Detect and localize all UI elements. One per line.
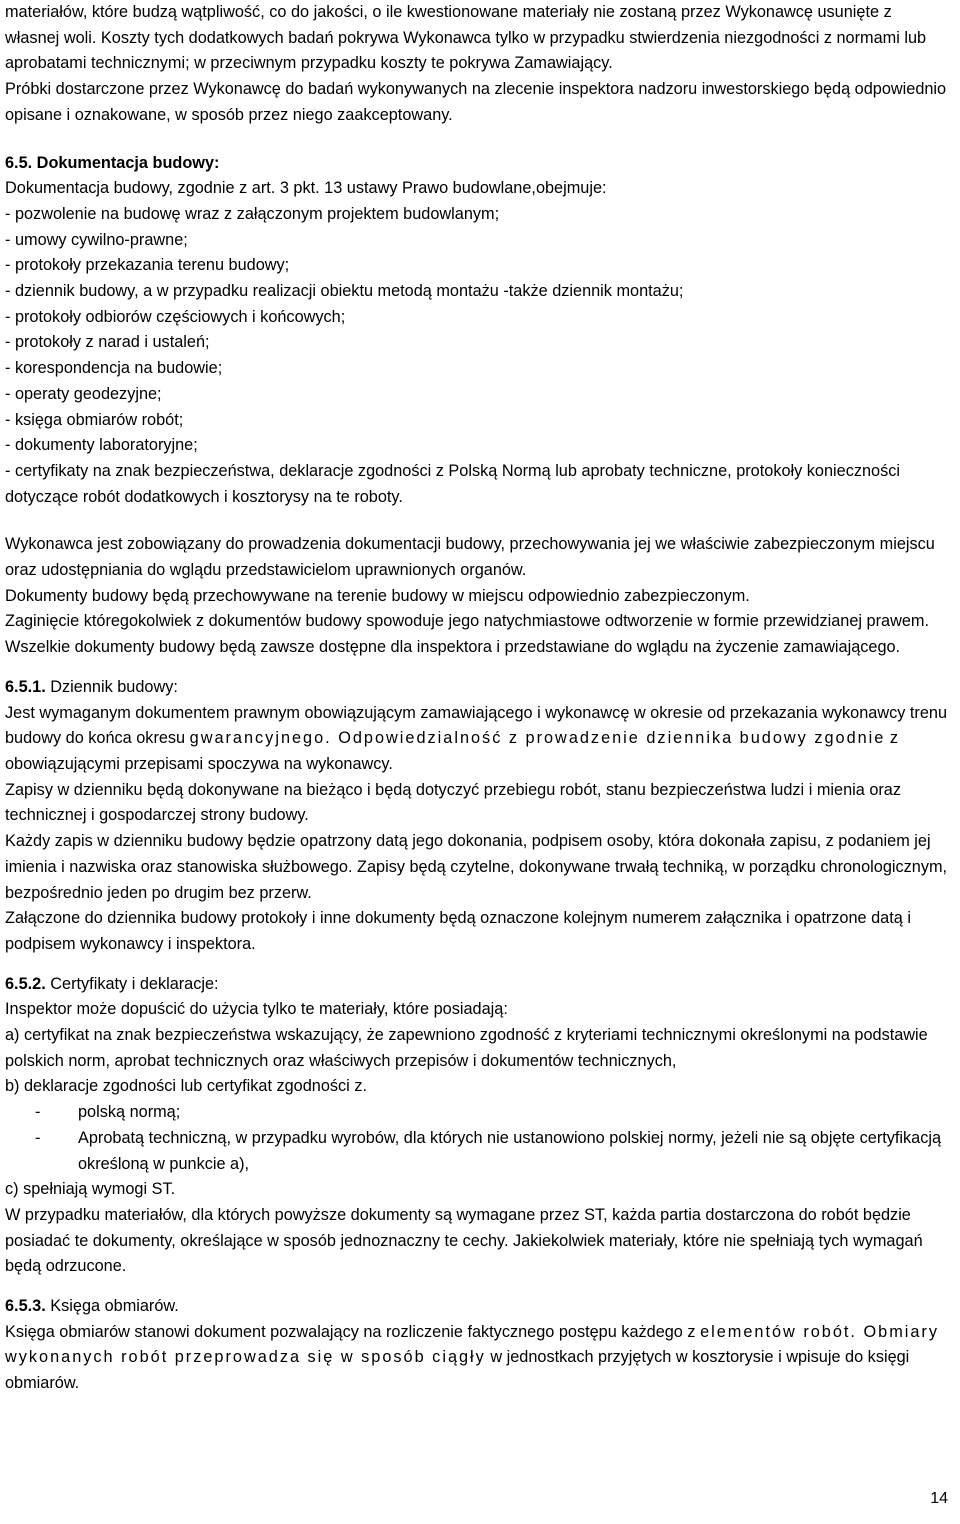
text-run: Jest wymaganym dokumentem prawnym obowiązującym zamawiającego i wykonawcę w okresie od przekazania wykonawcy trenu budowy do końca okresu bbox=[5, 703, 948, 748]
paragraph-materials-tests: materiałów, które budzą wątpliwość, co do jakości, o ile kwestionowane materiały nie zostaną przez Wykonawcę usunięte z własnej woli. Koszty tych dodatkowych badań pokrywa Wykonawca tylko w przypadku stwierdzenia niezgodności z normami lub aprobatami technicznymi; w przeciwnym przypadku koszty te pokrywa Zamawiający. bbox=[5, 3, 927, 73]
list-item: - operaty geodezyjne; bbox=[5, 384, 162, 403]
section-heading-6-5-2 bbox=[5, 972, 950, 998]
document-page bbox=[5, 0, 950, 1397]
text-run: Księga obmiarów stanowi dokument pozwalający na rozliczenie faktycznego postępu każdego z bbox=[5, 1322, 701, 1341]
section-title: Certyfikaty i deklaracje: bbox=[45, 974, 219, 993]
paragraph-samples: Próbki dostarczone przez Wykonawcę do badań wykonywanych na zlecenie inspektora nadzoru inwestorskiego będą odpowiednio opisane i oznakowane, w sposób przez niego zaakceptowany. bbox=[5, 80, 947, 124]
section-title: Księga obmiarów. bbox=[45, 1297, 179, 1316]
list-dash: - bbox=[35, 1103, 41, 1122]
section-heading-6-5-1 bbox=[5, 675, 950, 701]
list-item: - pozwolenie na budowę wraz z załączonym projektem budowlanym; bbox=[5, 204, 500, 223]
paragraph-diary-entries: Zapisy w dzienniku będą dokonywane na bieżąco i będą dotyczyć przebiegu robót, stanu bezpieczeństwa ludzi i mienia oraz technicznej i gospodarczej strony budowy. bbox=[5, 780, 901, 825]
list-item-a: a) certyfikat na znak bezpieczeństwa wskazujący, że zapewniono zgodność z kryteriami technicznymi określonymi na podstawie polskich norm, aprobat technicznych oraz właściwych przepisów i dokumentów technicznych, bbox=[5, 1026, 928, 1070]
list-item-c: c) spełniają wymogi ST. bbox=[5, 1180, 176, 1199]
list-item: - dziennik budowy, a w przypadku realizacji obiektu metodą montażu -także dziennik montażu; bbox=[5, 282, 684, 301]
section-number: 6.5.3. bbox=[5, 1297, 46, 1316]
paragraph-inspector: Inspektor może dopuścić do użycia tylko te materiały, które posiadają: bbox=[5, 1000, 508, 1019]
paragraph-diary-definition bbox=[5, 701, 950, 778]
list-text: Aprobatą techniczną, w przypadku wyrobów, dla których nie ustanowiono polskiej normy, jeżeli nie są objęte certyfikacją określoną w punkcie a), bbox=[78, 1128, 942, 1173]
paragraph-materials-st: W przypadku materiałów, dla których powyższe dokumenty są wymagane przez ST, każda partia dostarczona do robót będzie posiadać te dokumenty, określające w sposób jednoznaczny te cechy. Jakiekolwiek materiały, które nie spełniają tych wymagań będą odrzucone. bbox=[5, 1205, 923, 1276]
list-item: - protokoły przekazania terenu budowy; bbox=[5, 256, 290, 275]
list-item: - księga obmiarów robót; bbox=[5, 410, 184, 429]
paragraph-diary-attachments: Załączone do dziennika budowy protokoły i inne dokumenty będą oznaczone kolejnym numerem załącznika i opatrzone datą i podpisem wykonawcy i inspektora. bbox=[5, 909, 911, 953]
list-item: - protokoły odbiorów częściowych i końcowych; bbox=[5, 307, 346, 326]
paragraph-storage: Dokumenty budowy będą przechowywane na terenie budowy w miejscu odpowiednio zabezpieczonym. bbox=[5, 586, 750, 605]
section-number: 6.5.1. bbox=[5, 677, 46, 696]
section-heading-6-5: 6.5. Dokumentacja budowy: bbox=[5, 153, 220, 172]
list-item: - umowy cywilno-prawne; bbox=[5, 230, 188, 249]
list-item-b: b) deklaracje zgodności lub certyfikat zgodności z. bbox=[5, 1077, 367, 1096]
documentation-list bbox=[5, 202, 950, 510]
spaced-text-run: elementów robót. Obmiary wykonanych robót przeprowadza się w sposób ciągły bbox=[5, 1322, 939, 1367]
section-number: 6.5.2. bbox=[5, 974, 46, 993]
paragraph-loss: Zaginięcie któregokolwiek z dokumentów budowy spowoduje jego natychmiastowe odtworzenie w formie przewidzianej prawem. bbox=[5, 612, 929, 631]
paragraph-availability: Wszelkie dokumenty budowy będą zawsze dostępne dla inspektora i przedstawiane do wglądu na życzenie zamawiającego. bbox=[5, 638, 901, 657]
sub-list-item bbox=[5, 1100, 950, 1126]
text-run: z obowiązującymi przepisami spoczywa na wykonawcy. bbox=[5, 729, 899, 773]
list-item: - certyfikaty na znak bezpieczeństwa, deklaracje zgodności z Polską Normą lub aprobaty techniczne, protokoły konieczności dotyczące robót dodatkowych i kosztorysy na te roboty. bbox=[5, 461, 901, 506]
paragraph-contractor-duty: Wykonawca jest zobowiązany do prowadzenia dokumentacji budowy, przechowywania jej we właściwie zabezpieczonym miejscu oraz udostępniania do wglądu przedstawicielom uprawnionych organów. bbox=[5, 535, 935, 580]
list-text: polską normą; bbox=[78, 1103, 181, 1122]
list-dash: - bbox=[35, 1128, 41, 1147]
section-intro-6-5: Dokumentacja budowy, zgodnie z art. 3 pkt. 13 ustawy Prawo budowlane,obejmuje: bbox=[5, 179, 607, 198]
section-title: Dziennik budowy: bbox=[45, 677, 178, 696]
list-item: - protokoły z narad i ustaleń; bbox=[5, 333, 210, 352]
list-item: - korespondencja na budowie; bbox=[5, 359, 223, 378]
sub-list-item bbox=[5, 1126, 950, 1177]
section-heading-6-5-3 bbox=[5, 1294, 950, 1320]
list-item: - dokumenty laboratoryjne; bbox=[5, 436, 198, 455]
text-run: w jednostkach przyjętych w kosztorysie i wpisuje do księgi obmiarów. bbox=[5, 1348, 910, 1393]
spaced-text-run: gwarancyjnego. Odpowiedzialność z prowadzenie dziennika budowy zgodnie bbox=[189, 729, 886, 748]
paragraph-diary-signature: Każdy zapis w dzienniku budowy będzie opatrzony datą jego dokonania, podpisem osoby, która dokonała zapisu, z podaniem jej imienia i nazwiska oraz stanowiska służbowego. Zapisy będą czytelne, dokonywane trwałą techniką, w porządku chronologicznym, bezpośrednio jeden po drugim bez przerw. bbox=[5, 832, 948, 902]
paragraph-measurement-book bbox=[5, 1320, 950, 1397]
page-number: 14 bbox=[930, 1490, 948, 1507]
